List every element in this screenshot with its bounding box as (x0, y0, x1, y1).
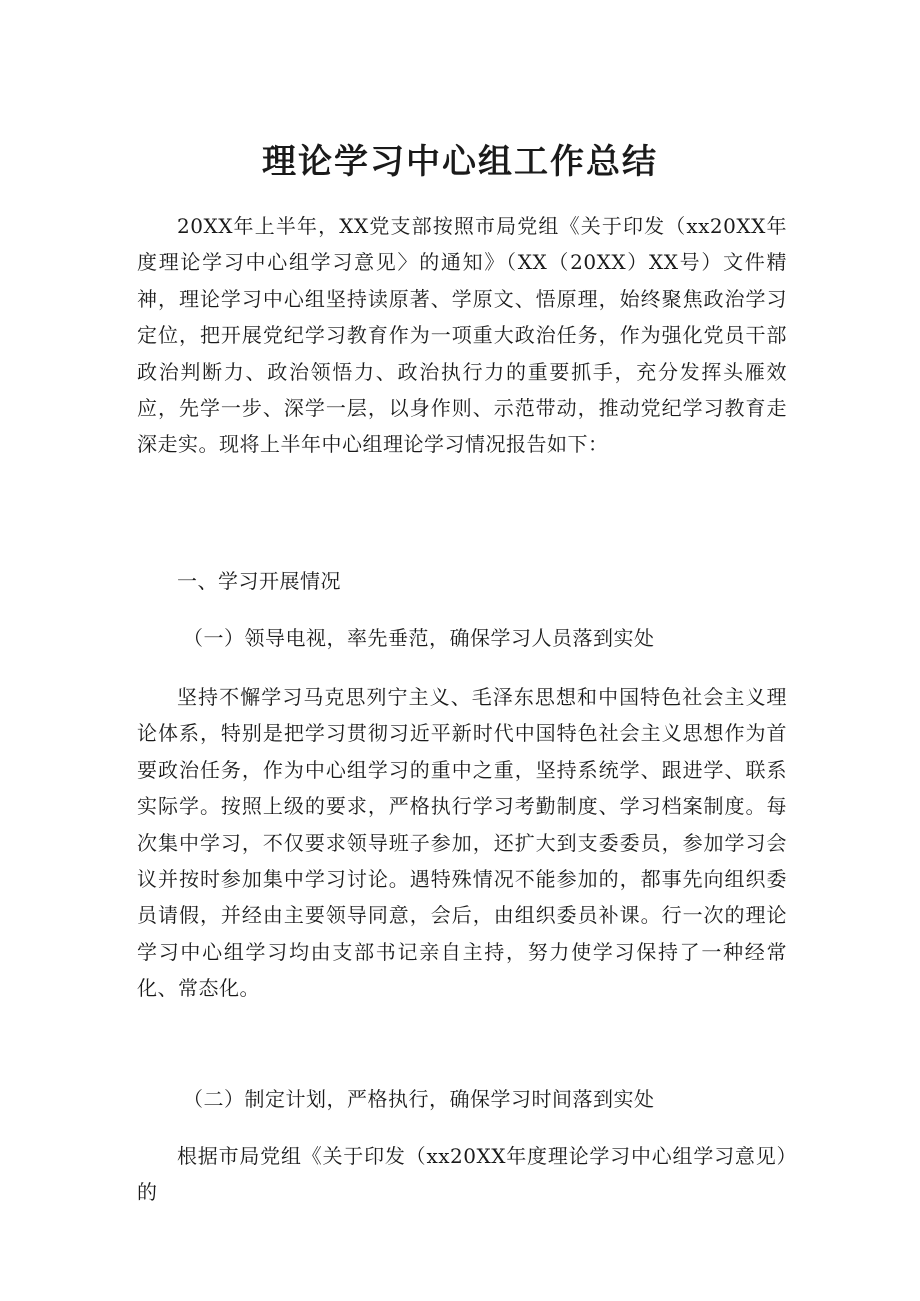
subsection-1-body: 坚持不懈学习马克思列宁主义、毛泽东思想和中国特色社会主义理论体系，特别是把学习贯彻习近平新时代中国特色社会主义思想作为首要政治任务，作为中心组学习的重中之重，坚持系统学、跟进学、联系实际学。按照上级的要求，严格执行学习考勤制度、学习档案制度。每次集中学习，不仅要求领导班子参加，还扩大到支委委员，参加学习会议并按时参加集中学习讨论。遇特殊情况不能参加的，都事先向组织委员请假，并经由主要领导同意，会后，由组织委员补课。行一次的理论学习中心组学习均由支部书记亲自主持，努力使学习保持了一种经常化、常态化。 (137, 685, 787, 1001)
subsection-2-body: 根据市局党组《关于印发（xx20XX年度理论学习中心组学习意见）的 (137, 1144, 787, 1205)
subsection-heading-2: （二）制定计划，严格执行，确保学习时间落到实处 (183, 1087, 655, 1111)
subsection-heading-1: （一）领导电视，率先垂范，确保学习人员落到实处 (183, 626, 655, 650)
intro-paragraph: 20XX年上半年，XX党支部按照市局党组《关于印发（xx20XX年度理论学习中心组学习意见〉的通知》（XX（20XX）XX号）文件精神，理论学习中心组坚持读原著、学原文、悟原理，始终聚焦政治学习定位，把开展党纪学习教育作为一项重大政治任务，作为强化党员干部政治判断力、政治领悟力、政治执行力的重要抓手，充分发挥头雁效应，先学一步、深学一层，以身作则、示范带动，推动党纪学习教育走深走实。现将上半年中心组理论学习情况报告如下： (137, 214, 787, 457)
document-title: 理论学习中心组工作总结 (262, 142, 658, 182)
section-heading-1: 一、学习开展情况 (177, 569, 341, 593)
